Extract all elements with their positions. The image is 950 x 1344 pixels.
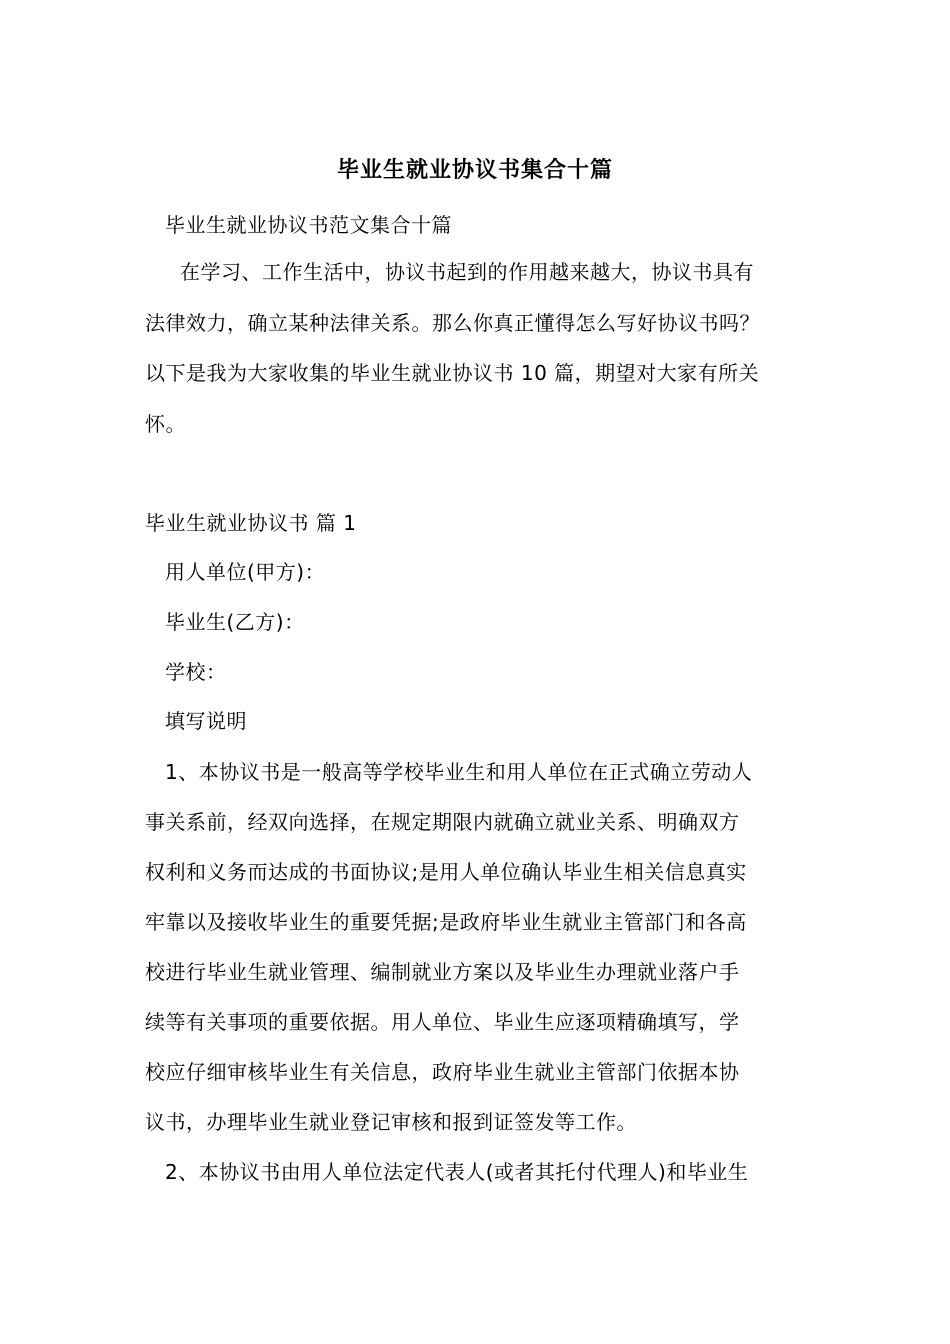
item1-line: 事关系前，经双向选择，在规定期限内就确立就业关系、明确双方 (145, 810, 740, 834)
field-employer: 用人单位(甲方)： (165, 560, 326, 584)
intro-line: 法律效力，确立某种法律关系。那么你真正懂得怎么写好协议书吗？ (145, 311, 760, 335)
item1-line: 议书，办理毕业生就业登记审核和报到证签发等工作。 (145, 1110, 637, 1134)
item1-line: 校应仔细审核毕业生有关信息，政府毕业生就业主管部门依据本协 (145, 1060, 740, 1084)
item1-line: 1、本协议书是一般高等学校毕业生和用人单位在正式确立劳动人 (165, 760, 753, 784)
document-subtitle: 毕业生就业协议书范文集合十篇 (165, 213, 452, 237)
field-instructions: 填写说明 (165, 709, 247, 733)
item1-line: 校进行毕业生就业管理、编制就业方案以及毕业生办理就业落户手 (145, 960, 740, 984)
intro-line: 在学习、工作生活中，协议书起到的作用越来越大，协议书具有 (180, 260, 754, 284)
item1-line: 牢靠以及接收毕业生的重要凭据;是政府毕业生就业主管部门和各高 (145, 910, 747, 934)
item1-line: 权利和义务而达成的书面协议;是用人单位确认毕业生相关信息真实 (145, 860, 747, 884)
item1-line: 续等有关事项的重要依据。用人单位、毕业生应逐项精确填写，学 (145, 1010, 740, 1034)
section-heading: 毕业生就业协议书 篇 1 (145, 511, 357, 535)
intro-line: 以下是我为大家收集的毕业生就业协议书 10 篇，期望对大家有所关 (145, 361, 760, 385)
field-school: 学校： (165, 660, 227, 684)
item2-line: 2、本协议书由用人单位法定代表人(或者其托付代理人)和毕业生 (165, 1160, 749, 1184)
document-title: 毕业生就业协议书集合十篇 (336, 158, 613, 183)
intro-line: 怀。 (145, 412, 186, 436)
field-graduate: 毕业生(乙方)： (165, 610, 305, 634)
